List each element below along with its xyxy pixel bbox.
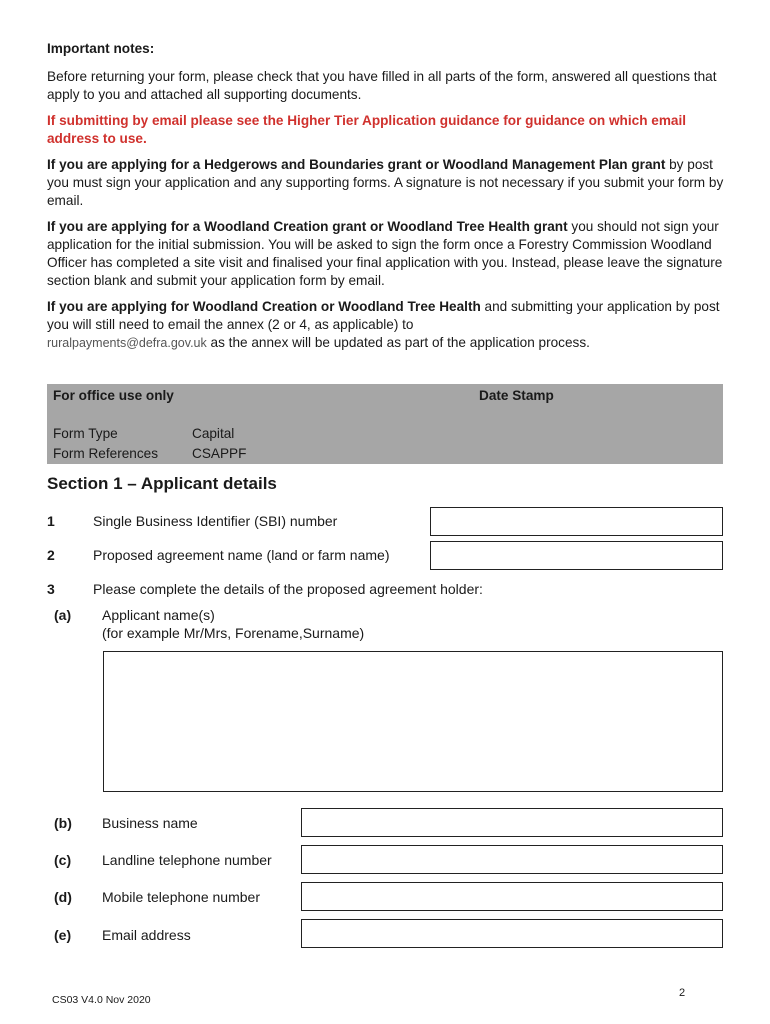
landline-field[interactable] (301, 845, 723, 874)
email-label: Email address (102, 927, 191, 943)
item-b-label: (b) (54, 815, 72, 831)
question-3-number: 3 (47, 581, 55, 597)
date-stamp-label: Date Stamp (479, 388, 554, 403)
item-a-label: (a) (54, 607, 72, 623)
page-number: 2 (679, 987, 686, 999)
form-version: CS03 V4.0 Nov 2020 (52, 994, 151, 1006)
notes-paragraph-1: Before returning your form, please check that you have filled in all parts of the form, answered all questions that apply to you and attached all supporting documents. (47, 69, 717, 102)
mobile-label: Mobile telephone number (102, 889, 260, 905)
notes-paragraph-3: If you are applying for a Hedgerows and Boundaries grant or Woodland Management Plan grant by post you must sign your application and any supporting forms. A signature is not necessary if you submit your form by email. (47, 157, 724, 208)
landline-label: Landline telephone number (102, 852, 272, 868)
applicant-names-field[interactable] (103, 651, 723, 792)
email-field[interactable] (301, 919, 723, 948)
notes-heading: Important notes: (47, 41, 155, 56)
form-type-label: Form Type (53, 426, 118, 441)
agreement-name-field[interactable] (430, 541, 723, 570)
notes-paragraph-4: If you are applying for a Woodland Creation grant or Woodland Tree Health grant you should not sign your application for the initial submission. You will be asked to sign the form once a Forestry Commission Woodland Officer has completed a site visit and finalised your final application with you. Instead, please leave the signature section blank and submit your application form by email. (47, 219, 723, 288)
notes-paragraph-5: If you are applying for Woodland Creation or Woodland Tree Health and submitting your application by post you will still need to email the annex (2 or 4, as applicable) to ruralpayments@defra.gov.uk as the annex will be updated as part of the application process. (47, 299, 720, 350)
applicant-names-label: Applicant name(s) (102, 607, 215, 623)
question-2-number: 2 (47, 547, 55, 563)
section-title: Section 1 – Applicant details (47, 474, 277, 493)
item-c-label: (c) (54, 852, 72, 868)
question-1-label: Single Business Identifier (SBI) number (93, 513, 338, 529)
applicant-names-hint: (for example Mr/Mrs, Forename,Surname) (102, 625, 365, 641)
business-name-field[interactable] (301, 808, 723, 837)
sbi-number-field[interactable] (430, 507, 723, 536)
mobile-field[interactable] (301, 882, 723, 911)
office-use-panel (47, 384, 723, 464)
business-name-label: Business name (102, 815, 198, 831)
notes-email-guidance: If submitting by email please see the Higher Tier Application guidance for guidance on which email address to use. (47, 113, 687, 146)
question-2-label: Proposed agreement name (land or farm name) (93, 547, 390, 563)
email-link[interactable]: ruralpayments@defra.gov.uk (47, 336, 207, 350)
form-references-label: Form References (53, 446, 159, 461)
item-e-label: (e) (54, 927, 72, 943)
important-notes (47, 40, 727, 360)
office-use-title: For office use only (53, 388, 174, 403)
form-type-value: Capital (192, 426, 235, 441)
form-references-value: CSAPPF (192, 446, 247, 461)
question-1-number: 1 (47, 513, 55, 529)
item-d-label: (d) (54, 889, 72, 905)
question-3-label: Please complete the details of the proposed agreement holder: (93, 581, 483, 597)
